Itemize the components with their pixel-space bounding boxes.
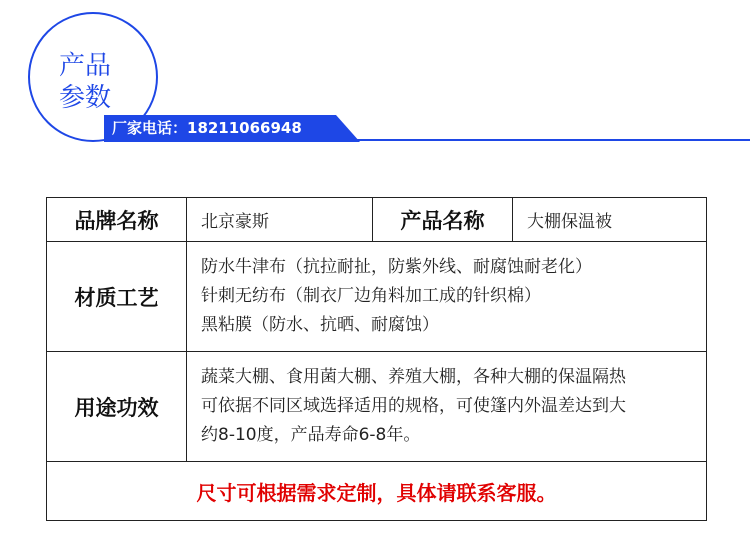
table-row [47,242,707,352]
header-divider [350,139,750,141]
section-title [59,50,111,114]
usage-line: 约8-10度，产品寿命6-8年。 [201,425,421,445]
product-params-table [46,197,707,521]
section-title-line2: 参数 [59,83,112,113]
usage-line: 可依据不同区域选择适用的规格，可使篷内外温差达到大 [201,396,626,416]
brand-label: 品牌名称 [47,198,187,242]
usage-value [187,352,707,462]
table-row [47,462,707,521]
brand-value: 北京豪斯 [187,198,373,242]
phone-number: 厂家电话：18211066948 [112,119,302,137]
material-line: 黑粘膜（防水、抗晒、耐腐蚀） [201,315,439,335]
material-line: 防水牛津布（抗拉耐扯，防紫外线、耐腐蚀耐老化） [201,257,592,277]
product-name-label: 产品名称 [373,198,513,242]
usage-label: 用途功效 [47,352,187,462]
table-row [47,352,707,462]
material-value [187,242,707,352]
product-name-value: 大棚保温被 [513,198,707,242]
usage-line: 蔬菜大棚、食用菌大棚、养殖大棚，各种大棚的保温隔热 [201,367,626,387]
table-row [47,198,707,242]
material-line: 针刺无纺布（制衣厂边角料加工成的针织棉） [201,286,541,306]
custom-size-note: 尺寸可根据需求定制，具体请联系客服。 [47,462,707,521]
section-title-line1: 产品 [59,51,112,81]
material-label: 材质工艺 [47,242,187,352]
